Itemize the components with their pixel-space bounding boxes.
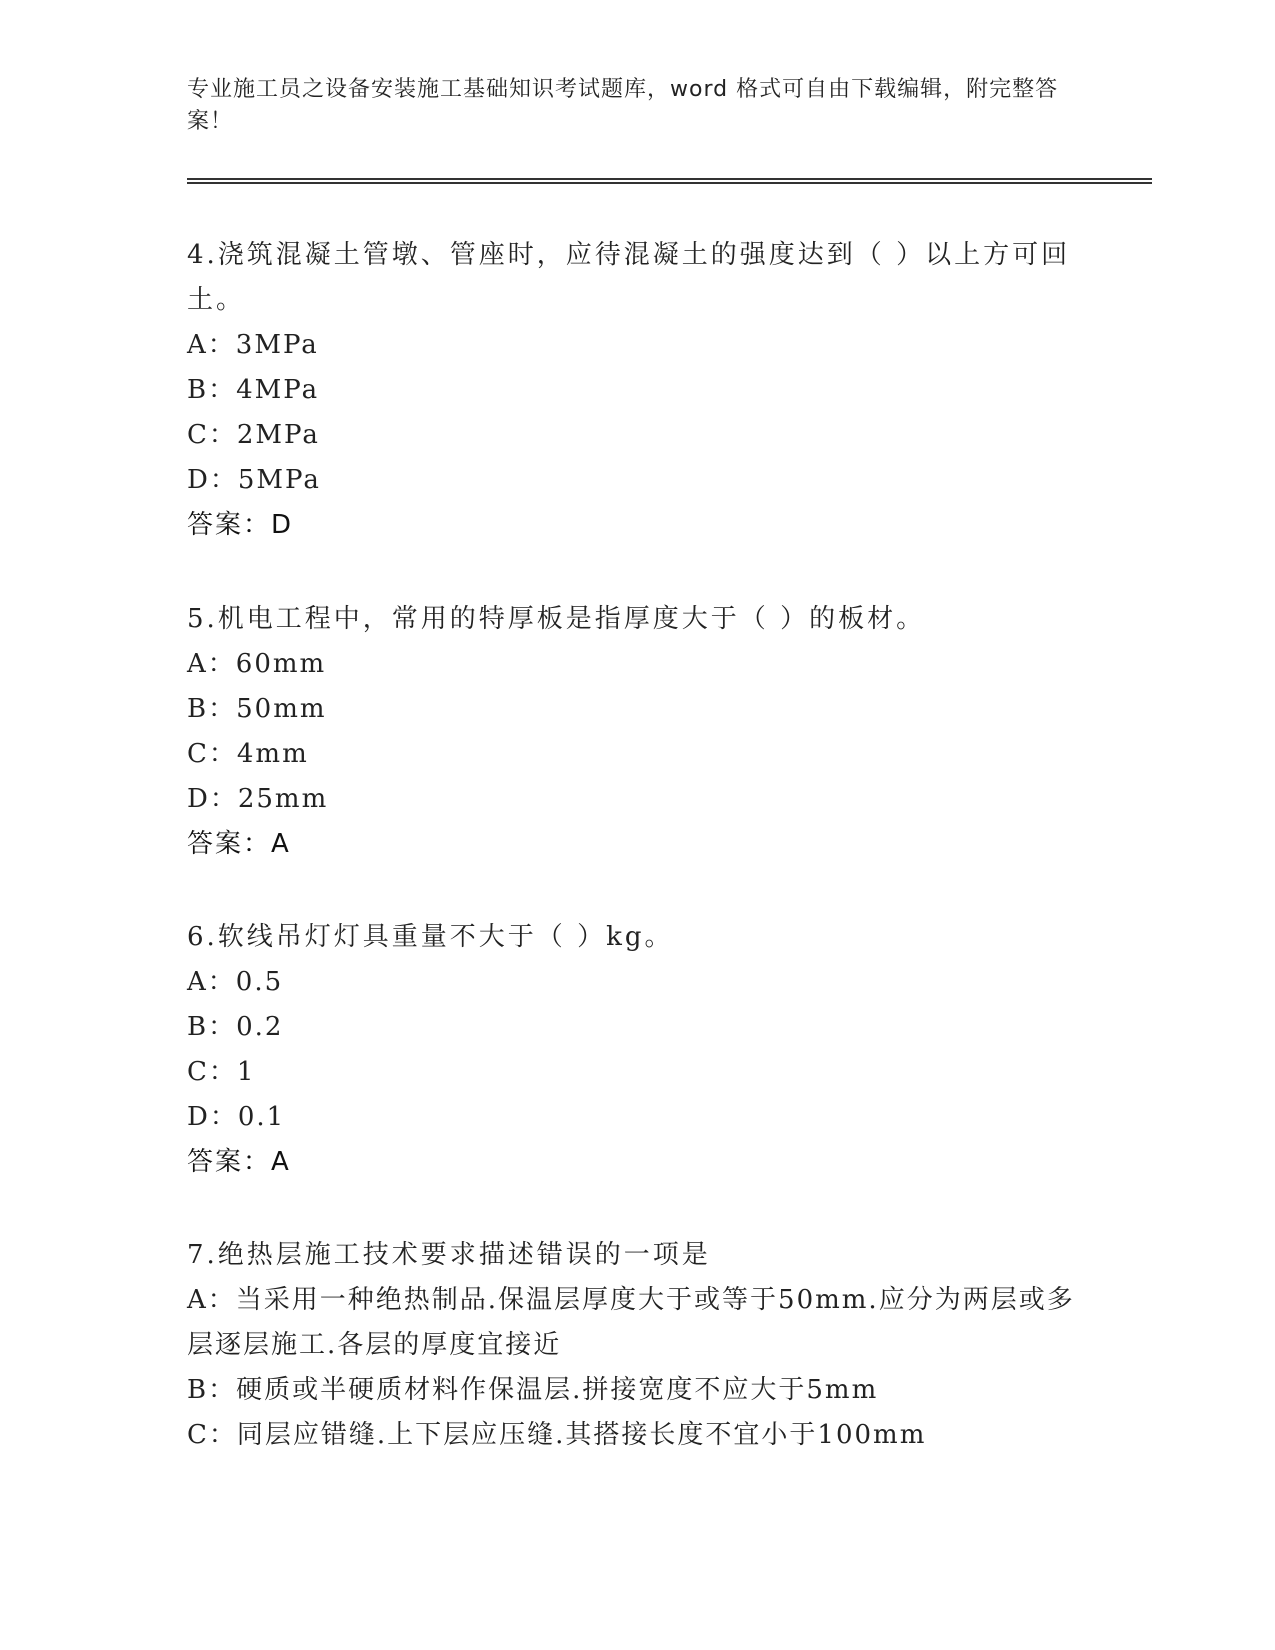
header-divider-top xyxy=(187,178,1152,180)
question-stem: 7.绝热层施工技术要求描述错误的一项是 xyxy=(187,1240,711,1270)
question-stem: 5.机电工程中，常用的特厚板是指厚度大于（ ）的板材。 xyxy=(187,604,926,634)
option-b: B：0.2 xyxy=(187,1012,284,1042)
option-c: C：4mm xyxy=(187,739,309,769)
question-7 xyxy=(187,1233,1087,1458)
option-a: A：0.5 xyxy=(187,967,284,997)
answer: 答案：D xyxy=(187,510,294,540)
option-a: A：60mm xyxy=(187,649,327,679)
option-a: A：当采用一种绝热制品.保温层厚度大于或等于50mm.应分为两层或多层逐层施工.各层的厚度宜接近 xyxy=(187,1285,1075,1360)
question-4 xyxy=(187,233,1087,548)
option-c: C：同层应错缝.上下层应压缝.其搭接长度不宜小于100mm xyxy=(187,1420,927,1450)
option-c: C：2MPa xyxy=(187,420,320,450)
header-divider-bottom xyxy=(187,182,1152,184)
question-stem: 4.浇筑混凝土管墩、管座时，应待混凝土的强度达到（ ）以上方可回土。 xyxy=(187,240,1071,315)
answer: 答案：A xyxy=(187,1147,291,1177)
option-b: B：50mm xyxy=(187,694,327,724)
answer: 答案：A xyxy=(187,829,291,859)
option-c: C：1 xyxy=(187,1057,256,1087)
document-header: 专业施工员之设备安装施工基础知识考试题库，word 格式可自由下载编辑，附完整答案！ xyxy=(187,77,1059,134)
option-b: B：硬质或半硬质材料作保温层.拼接宽度不应大于5mm xyxy=(187,1375,879,1405)
option-d: D：5MPa xyxy=(187,465,321,495)
option-d: D：25mm xyxy=(187,784,329,814)
question-5 xyxy=(187,597,1087,867)
question-stem: 6.软线吊灯灯具重量不大于（ ）kg。 xyxy=(187,922,674,952)
option-b: B：4MPa xyxy=(187,375,320,405)
question-6 xyxy=(187,915,1087,1185)
option-d: D：0.1 xyxy=(187,1102,286,1132)
option-a: A：3MPa xyxy=(187,330,319,360)
